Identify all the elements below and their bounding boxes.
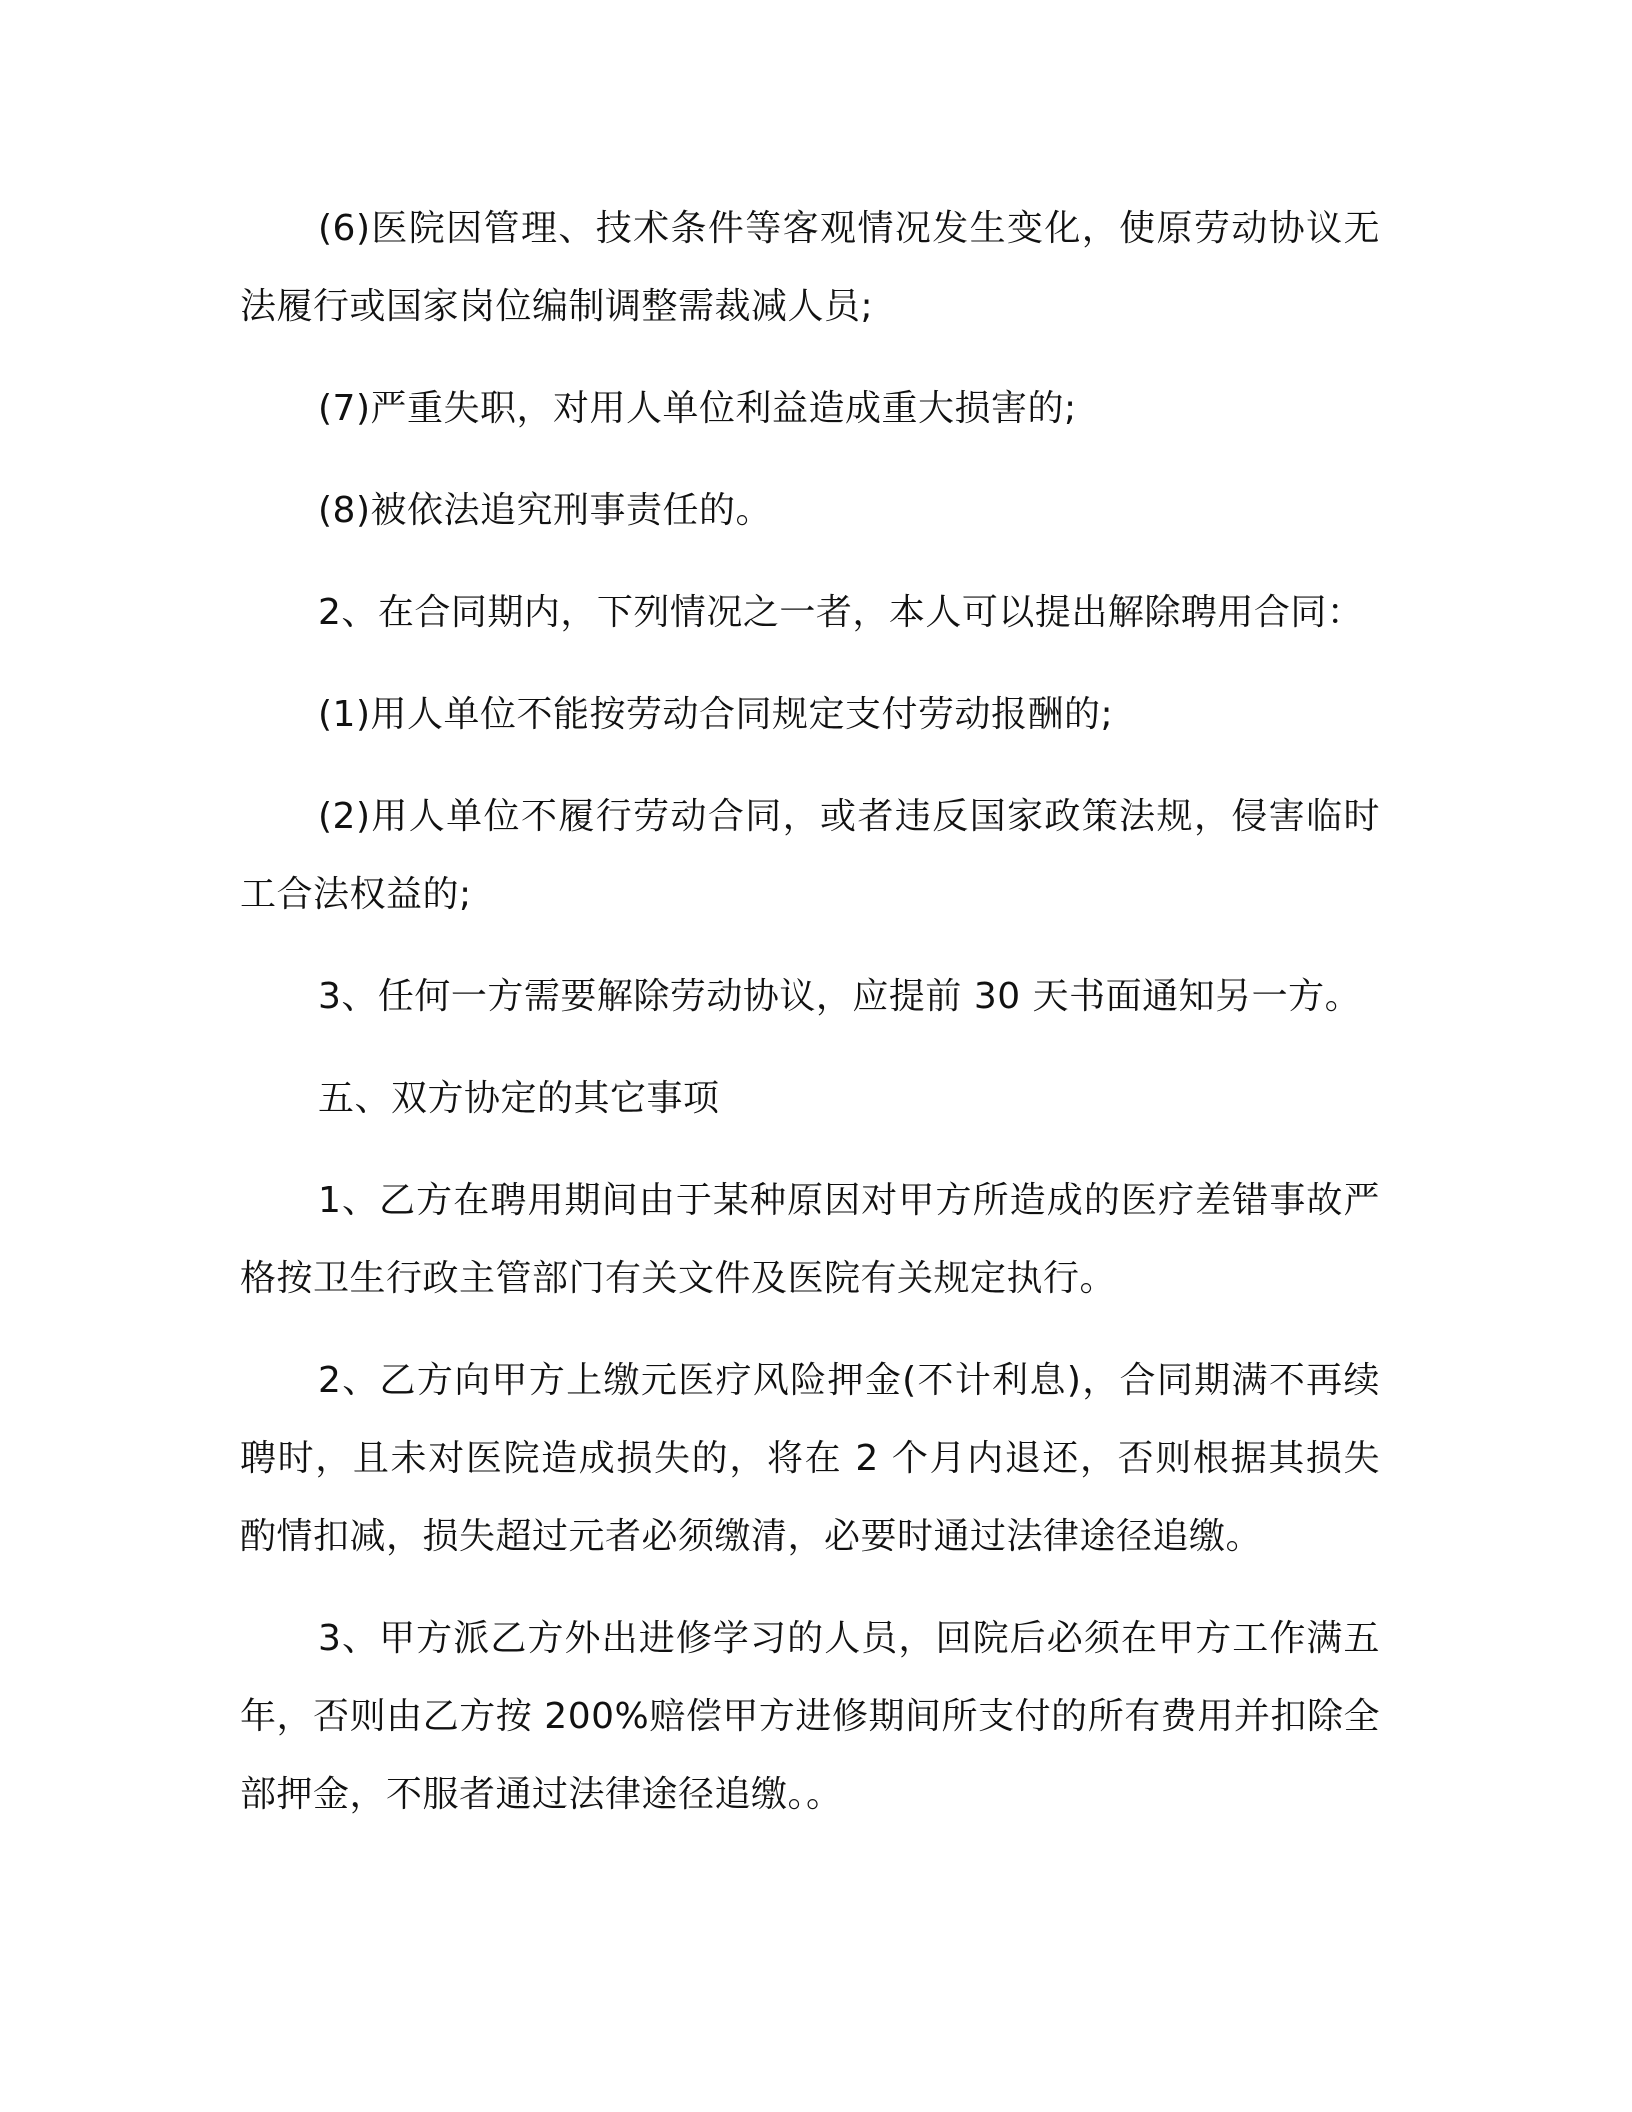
paragraph-section-3: 3、任何一方需要解除劳动协议，应提前 30 天书面通知另一方。 [318, 976, 1362, 1017]
paragraph-section-2: 2、在合同期内，下列情况之一者，本人可以提出解除聘用合同： [318, 592, 1364, 633]
paragraph-clause-1: (1)用人单位不能按劳动合同规定支付劳动报酬的; [318, 694, 1114, 735]
paragraph-clause-7: (7)严重失职，对用人单位利益造成重大损害的; [318, 388, 1077, 429]
paragraph-clause-8: (8)被依法追究刑事责任的。 [318, 490, 772, 531]
paragraph-clause-6: (6)医院因管理、技术条件等客观情况发生变化，使原劳动协议无法履行或国家岗位编制调整需裁减人员; [240, 208, 1380, 327]
paragraph-clause-2: (2)用人单位不履行劳动合同，或者违反国家政策法规，侵害临时工合法权益的; [240, 796, 1380, 915]
section-heading-5: 五、双方协定的其它事项 [318, 1078, 720, 1119]
paragraph-item-3: 3、甲方派乙方外出进修学习的人员，回院后必须在甲方工作满五年，否则由乙方按 200%赔偿甲方进修期间所支付的所有费用并扣除全部押金，不服者通过法律途径追缴。。 [240, 1618, 1380, 1815]
paragraph-item-1: 1、乙方在聘用期间由于某种原因对甲方所造成的医疗差错事故严格按卫生行政主管部门有关文件及医院有关规定执行。 [240, 1180, 1380, 1299]
paragraph-item-2: 2、乙方向甲方上缴元医疗风险押金(不计利息)，合同期满不再续聘时，且未对医院造成损失的，将在 2 个月内退还，否则根据其损失酌情扣减，损失超过元者必须缴清，必要时通过法律途径追缴。 [240, 1360, 1380, 1557]
document-body [240, 190, 1380, 1834]
